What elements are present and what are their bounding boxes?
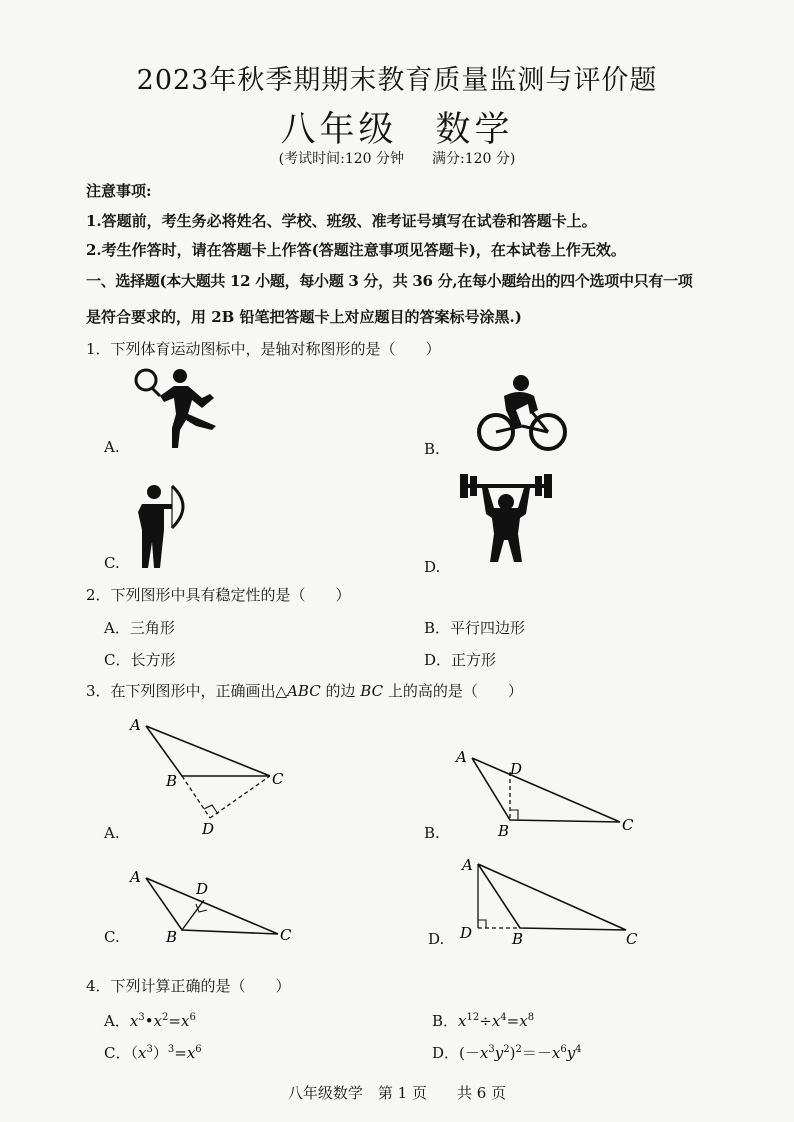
q3-option-a: A. xyxy=(104,824,120,842)
q3d-label-b: B xyxy=(512,930,524,948)
q3-figure-d xyxy=(459,856,638,948)
q4-stem: 4．下列计算正确的是（ ） xyxy=(86,977,291,995)
q3b-label-b: B xyxy=(498,822,510,840)
q3-option-c: C. xyxy=(104,928,120,946)
q3b-label-c: C xyxy=(622,816,634,834)
q4-option-a: A．$x^3•x^2=x^6$ xyxy=(104,1012,196,1030)
q3-figure-b xyxy=(454,748,634,840)
grade-label: 八年级 xyxy=(280,110,398,150)
q3-stem-abc: ABC xyxy=(287,682,321,700)
page-footer: 八年级数学 第 1 页 共 6 页 xyxy=(287,1084,507,1102)
exam-title: 2023年秋季期期末教育质量监测与评价题 xyxy=(136,65,658,96)
q2-option-b: B．平行四边形 xyxy=(424,619,526,637)
q1-option-d: D. xyxy=(424,558,441,576)
q3a-label-a: A xyxy=(130,716,141,734)
q2-option-d: D．正方形 xyxy=(424,651,497,669)
q1-option-b: B. xyxy=(424,440,440,458)
q1-stem: 1．下列体育运动图标中，是轴对称图形的是（ ） xyxy=(86,340,441,358)
q3b-label-a: A xyxy=(456,748,467,766)
q3-stem-bc: BC xyxy=(360,682,384,700)
q4-option-d: D．$(-x^3y^2)^2=-x^6y^4$ xyxy=(432,1044,582,1062)
section1-line1: 一、选择题(本大题共 12 小题，每小题 3 分，共 36 分,在每小题给出的四个选项中只有一项 xyxy=(86,272,693,290)
q3a-label-b: B xyxy=(166,772,178,790)
q4-option-b: B．$x^{12}\div x^4=x^8$ xyxy=(432,1012,535,1030)
q3-option-d: D. xyxy=(428,930,445,948)
q3-option-b: B. xyxy=(424,824,440,842)
q3-figure-a xyxy=(128,716,284,838)
notes-item-2: 2.考生作答时，请在答题卡上作答(答题注意事项见答题卡)，在本试卷上作无效。 xyxy=(86,241,626,259)
q3d-label-c: C xyxy=(626,930,638,948)
q3-stem-mid: 的边 xyxy=(320,682,361,700)
exam-info: (考试时间:120 分钟 满分:120 分) xyxy=(278,151,516,167)
q3b-label-d: D xyxy=(510,760,523,778)
notes-item-1: 1.答题前，考生务必将姓名、学校、班级、准考证号填写在试卷和答题卡上。 xyxy=(86,212,597,230)
q2-option-c: C．长方形 xyxy=(104,651,176,669)
q3-stem-suffix: 上的高的是（ ） xyxy=(383,682,523,700)
q3-stem-prefix: 3．在下列图形中，正确画出△ xyxy=(86,682,288,700)
q3d-label-a: A xyxy=(462,856,473,874)
q3c-label-a: A xyxy=(130,868,141,886)
q3c-label-c: C xyxy=(280,926,292,944)
subject-label: 数学 xyxy=(435,110,514,150)
q4-option-c: C．$(x^3)^3=x^6$ xyxy=(104,1044,202,1062)
notes-heading: 注意事项: xyxy=(86,182,152,200)
q1-option-a: A. xyxy=(104,438,120,456)
q2-stem: 2．下列图形中具有稳定性的是（ ） xyxy=(86,586,351,604)
q3c-label-d: D xyxy=(196,880,209,898)
q2-option-a: A．三角形 xyxy=(104,619,175,637)
q3-figure-c xyxy=(128,868,292,946)
q3d-label-d: D xyxy=(460,924,473,942)
q1-option-c: C. xyxy=(104,554,120,572)
section1-line2: 是符合要求的，用 2B 铅笔把答题卡上对应题目的答案标号涂黑.) xyxy=(86,308,522,326)
q3a-label-d: D xyxy=(202,820,215,838)
q3c-label-b: B xyxy=(166,928,178,946)
q3a-label-c: C xyxy=(272,770,284,788)
